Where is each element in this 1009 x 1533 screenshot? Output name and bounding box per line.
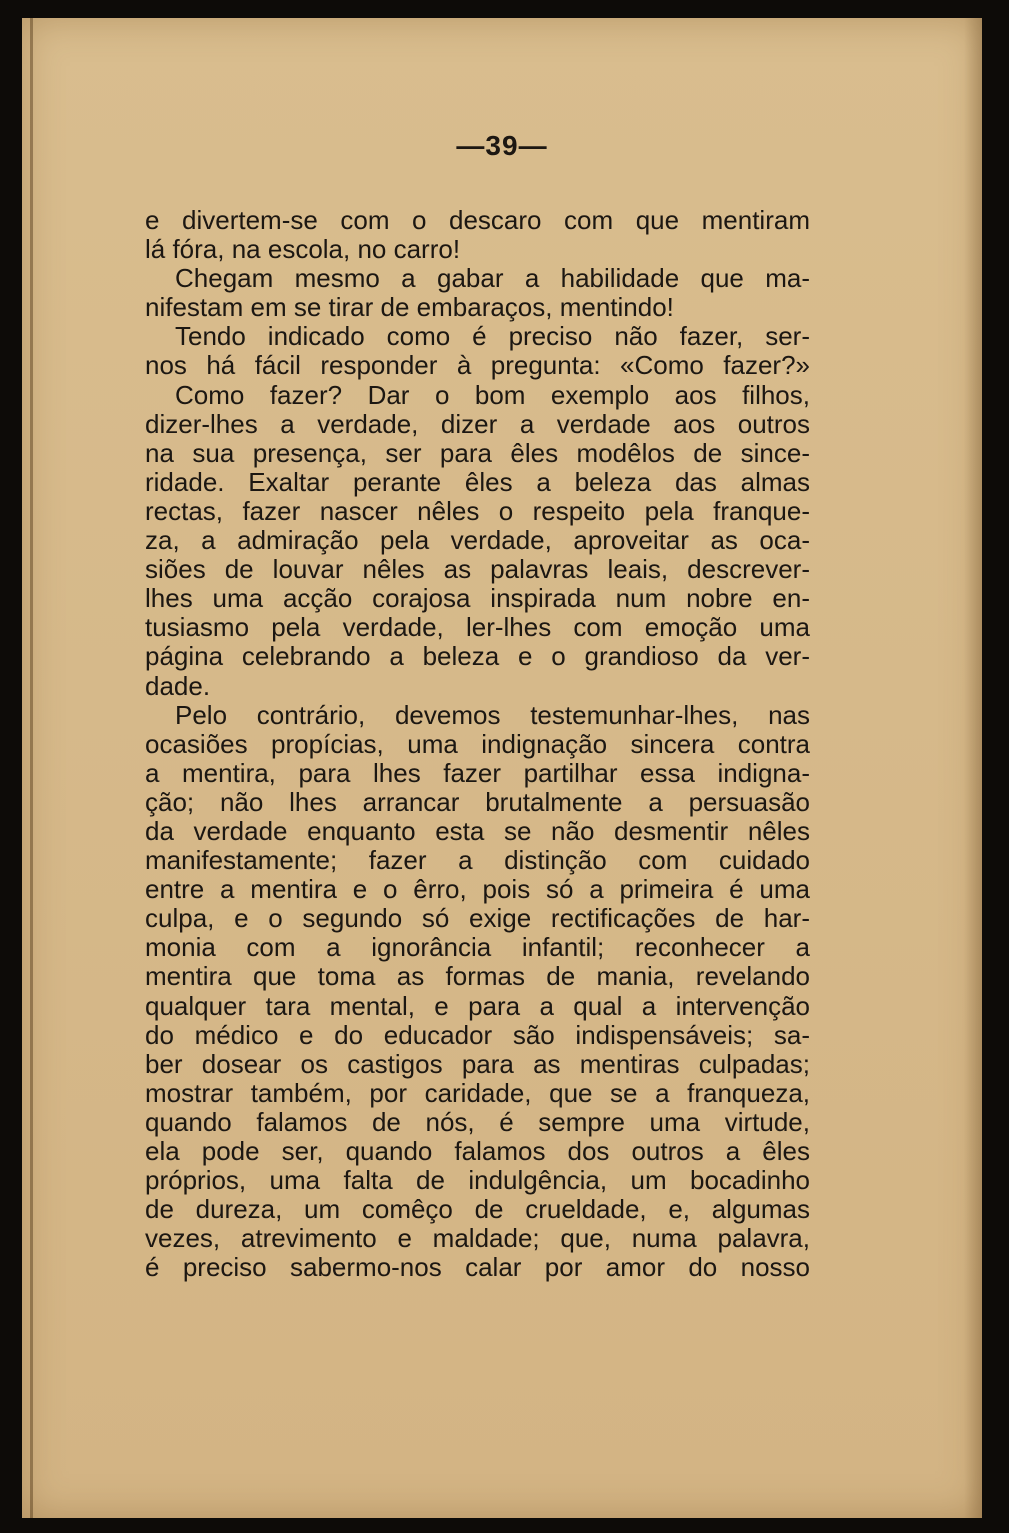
text-line: quando falamos de nós, é sempre uma virtude, [145,1106,810,1137]
text-line: Chegam mesmo a gabar a habilidade que ma- [175,263,810,294]
text-line: é preciso sabermo-nos calar por amor do nosso [145,1252,810,1283]
text-line: mostrar também, por caridade, que se a franqueza, [145,1077,810,1108]
text-line: Tendo indicado como é preciso não fazer, ser- [175,321,810,352]
text-line: dizer-lhes a verdade, dizer a verdade aos outros [145,408,810,439]
text-line: manifestamente; fazer a distinção com cuidado [145,845,810,876]
text-line: vezes, atrevimento e maldade; que, numa palavra, [145,1223,810,1254]
text-line: rectas, fazer nascer nêles o respeito pela franque- [145,495,810,526]
text-line: culpa, e o segundo só exige rectificações de har- [145,903,810,934]
page-number: —39— [456,130,548,161]
text-line: nos há fácil responder à pregunta: «Como fazer?» [145,350,810,381]
text-line: nifestam em se tirar de embaraços, mentindo! [145,292,674,323]
text-line: próprios, uma falta de indulgência, um bocadinho [145,1165,810,1196]
text-line: siões de louvar nêles as palavras leais, descrever- [145,554,810,585]
text-line: tusiasmo pela verdade, ler-lhes com emoção uma [145,612,810,643]
body-text [145,206,810,1282]
text-line: ela pode ser, quando falamos dos outros a êles [145,1136,810,1166]
text-line: lhes uma acção corajosa inspirada num nobre en- [145,583,810,614]
text-line: ridade. Exaltar perante êles a beleza das almas [145,466,810,497]
text-line: entre a mentira e o êrro, pois só a primeira é uma [145,874,810,905]
book-page [22,18,982,1518]
text-line: za, a admiração pela verdade, aproveitar as oca- [145,525,810,556]
text-line: Pelo contrário, devemos testemunhar-lhes, nas [175,699,810,730]
text-line: ção; não lhes arrancar brutalmente a persuasão [145,786,810,817]
text-line: lá fóra, na escola, no carro! [145,234,461,265]
text-line: ber dosear os castigos para as mentiras culpadas; [145,1048,810,1079]
text-line: e divertem-se com o descaro com que mentiram [145,205,810,235]
text-line: monia com a ignorância infantil; reconhecer a [145,932,810,963]
text-line: a mentira, para lhes fazer partilhar essa indigna- [145,757,810,788]
text-line: de dureza, um comêço de crueldade, e, algumas [145,1194,810,1225]
text-line: ocasiões propícias, uma indignação sincera contra [145,728,810,759]
text-line: da verdade enquanto esta se não desmentir nêles [145,815,810,846]
text-line: na sua presença, ser para êles modêlos de since- [145,437,810,468]
text-line: dade. [145,670,211,701]
text-line: mentira que toma as formas de mania, revelando [145,961,810,992]
text-line: Como fazer? Dar o bom exemplo aos filhos, [175,379,810,410]
text-line: qualquer tara mental, e para a qual a intervenção [145,990,810,1021]
text-line: do médico e do educador são indispensáveis; sa- [145,1019,810,1050]
text-line: página celebrando a beleza e o grandioso da ver- [145,641,810,672]
